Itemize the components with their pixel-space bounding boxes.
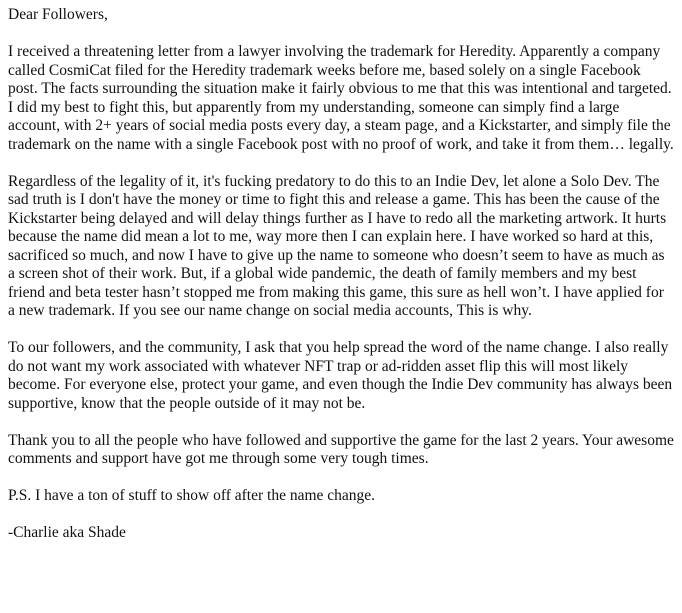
letter-paragraph-thanks: Thank you to all the people who have followed and supportive the game for the last 2 years. Your awesome comments and support have got me through some very tough times. bbox=[8, 431, 674, 467]
letter-paragraph-predatory: Regardless of the legality of it, it's fucking predatory to do this to an Indie Dev, let alone a Solo Dev. The sad truth is I don't have the money or time to fight this and release a game. This has been the cause of the Kickstarter being delayed and will delay things further as I have to redo all the marketing artwork. It hurts because the name did mean a lot to me, way more then I can explain here. I have worked so hard at this, sacrificed so much, and now I have to give up the name to someone who doesn’t seem to have as much as a screen shot of their work. But, if a global wide pandemic, the death of family members and my best friend and beta tester hasn’t stopped me from making this game, this sure as hell won’t. I have applied for a new trademark. If you see our name change on social media accounts, This is why. bbox=[8, 172, 667, 319]
letter-paragraph-community: To our followers, and the community, I ask that you help spread the word of the name change. I also really do not want my work associated with whatever NFT trap or ad-ridden asset flip this will most likely become. For everyone else, protect your game, and even though the Indie Dev community has always been supportive, know that the people outside of it may not be. bbox=[8, 339, 673, 412]
letter-greeting: Dear Followers, bbox=[8, 6, 108, 23]
letter-signature: -Charlie aka Shade bbox=[8, 524, 126, 541]
letter-paragraph-ps: P.S. I have a ton of stuff to show off after the name change. bbox=[8, 487, 376, 504]
letter-paragraph-trademark: I received a threatening letter from a lawyer involving the trademark for Heredity. Apparently a company called CosmiCat filed for the Heredity trademark weeks before me, based solely on a single Facebook post. The facts surrounding the situation make it fairly obvious to me that this was intentional and targeted. I did my best to fight this, but apparently from my understanding, someone can simply find a large account, with 2+ years of social media posts every day, a steam page, and a Kickstarter, and simply file the trademark on the name with a single Facebook post with no proof of work, and take it from them… legally. bbox=[8, 43, 674, 153]
